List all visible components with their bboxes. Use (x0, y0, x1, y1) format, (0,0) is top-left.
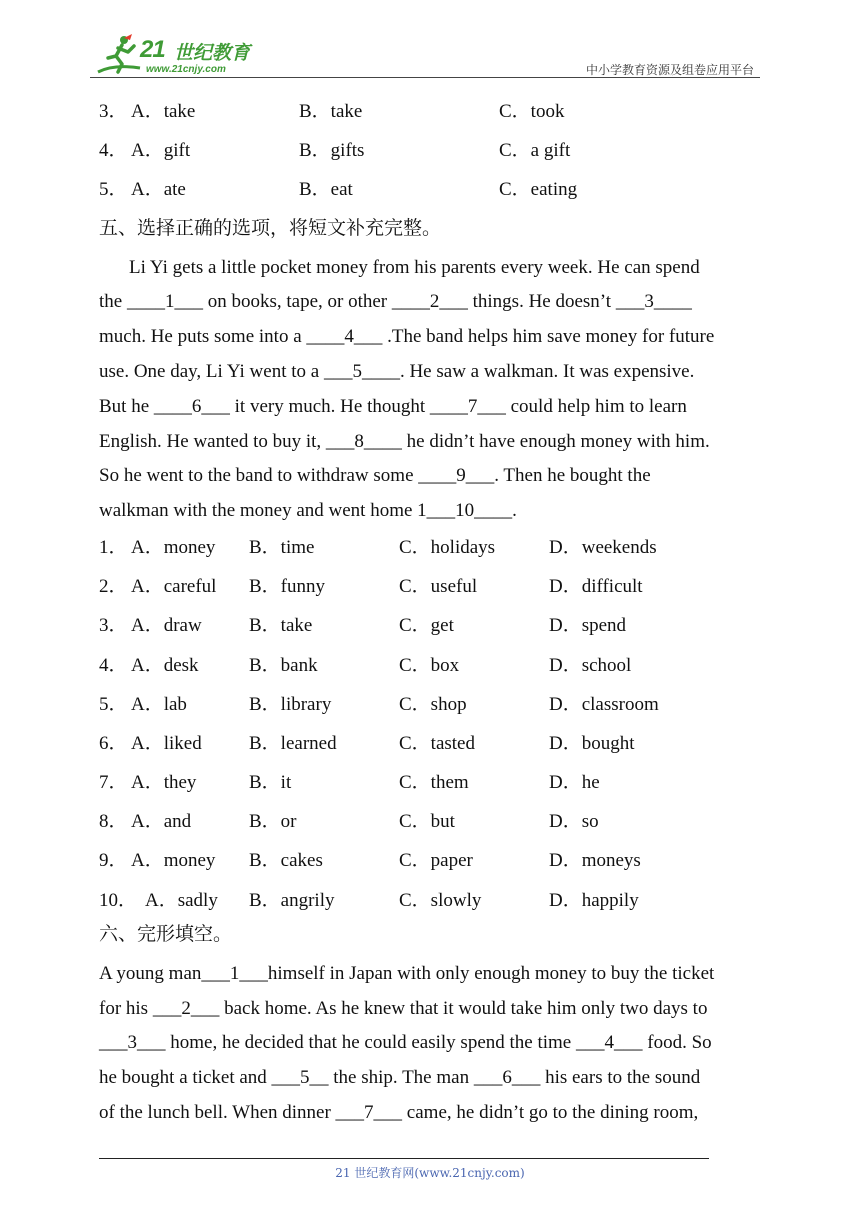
question-number: 5． (99, 179, 128, 201)
question-number: 7． (99, 772, 128, 794)
option-d: D．classroom (549, 693, 659, 715)
question-number: 5． (99, 693, 128, 715)
passage-line: Li Yi gets a little pocket money from his parents every week. He can spend (129, 256, 700, 278)
passage-line: walkman with the money and went home 1___10____. (99, 500, 517, 522)
question-number: 8． (99, 811, 128, 833)
option-a: A．money (131, 850, 216, 872)
question-number: 1． (99, 536, 128, 558)
option-c: C．useful (399, 576, 478, 598)
question-number: 3． (99, 615, 128, 637)
option-d: D．moneys (549, 850, 641, 872)
question-options-row (99, 844, 759, 883)
option-b: B．gifts (299, 140, 365, 162)
option-b: B．cakes (249, 850, 323, 872)
option-c: C．took (499, 101, 565, 122)
question-options-row (99, 173, 759, 212)
option-c: C．a gift (499, 140, 571, 162)
question-number: 2． (99, 576, 128, 598)
question-options-row (99, 531, 759, 570)
option-c: C．them (399, 772, 469, 794)
page-header (90, 34, 760, 80)
footer-divider (99, 1158, 709, 1159)
running-man-icon (94, 34, 144, 78)
option-a: A．sadly (145, 889, 218, 911)
footer-site-text: 21 世纪教育网(www.21cnjy.com) (335, 1166, 525, 1180)
logo-chinese-name: 世纪教育 (174, 42, 251, 64)
option-c: C．shop (399, 693, 467, 715)
passage-line: A young man___1___himself in Japan with only enough money to buy the ticket (99, 962, 715, 984)
passage-line: much. He puts some into a ____4___ .The band helps him save money for future (99, 326, 715, 348)
option-d: D．bought (549, 732, 635, 754)
previous-section-options (99, 95, 759, 213)
option-d: D．he (549, 772, 600, 794)
option-c: C．tasted (399, 732, 475, 754)
option-a: A．draw (131, 615, 202, 637)
option-b: B．angrily (249, 889, 335, 911)
logo-number: 21 (140, 36, 165, 63)
question-number: 10． (99, 889, 138, 911)
passage-line: he bought a ticket and ___5__ the ship. The man ___6___ his ears to the sound (99, 1067, 701, 1089)
question-options-row (99, 570, 759, 609)
section-six-passage (99, 957, 759, 1131)
option-b: B．time (249, 536, 315, 558)
option-d: D．happily (549, 889, 639, 911)
passage-line: of the lunch bell. When dinner ___7___ came, he didn’t go to the dining room, (99, 1102, 699, 1123)
question-options-row (99, 805, 759, 844)
header-tagline: 中小学教育资源及组卷应用平台 (585, 63, 754, 77)
question-number: 4． (99, 654, 128, 676)
option-b: B．bank (249, 654, 318, 676)
section-five-options (99, 531, 759, 923)
option-a: A．take (131, 101, 196, 122)
option-c: C．eating (499, 179, 578, 201)
option-a: A．lab (131, 693, 187, 715)
question-options-row (99, 95, 759, 134)
question-options-row (99, 688, 759, 727)
section-five-passage (99, 251, 759, 529)
option-c: C．but (399, 811, 455, 833)
document-body (99, 95, 759, 1131)
question-options-row (99, 609, 759, 648)
option-a: A．money (131, 536, 216, 558)
option-d: D．spend (549, 615, 627, 637)
passage-line: So he went to the band to withdraw some ____9___. Then he bought the (99, 465, 651, 487)
question-options-row (99, 649, 759, 688)
option-c: C．slowly (399, 889, 482, 911)
section-six-heading: 六、完形填空。 (99, 922, 233, 945)
option-d: D．difficult (549, 576, 643, 598)
option-d: D．so (549, 811, 599, 833)
option-d: D．school (549, 654, 632, 676)
option-a: A．gift (131, 140, 191, 162)
passage-line: English. He wanted to buy it, ___8____ he didn’t have enough money with him. (99, 430, 710, 452)
passage-line: for his ___2___ back home. As he knew that it would take him only two days to (99, 997, 708, 1019)
option-b: B．take (299, 101, 363, 122)
question-number: 9． (99, 850, 128, 872)
option-b: B．eat (299, 179, 353, 201)
option-b: B．learned (249, 732, 337, 754)
question-options-row (99, 884, 759, 923)
question-options-row (99, 134, 759, 173)
option-b: B．it (249, 772, 292, 794)
option-b: B．funny (249, 576, 326, 598)
option-c: C．get (399, 615, 454, 637)
question-number: 3． (99, 101, 128, 122)
question-options-row (99, 727, 759, 766)
site-logo (94, 34, 264, 78)
passage-line: the ____1___ on books, tape, or other ____2___ things. He doesn’t ___3____ (99, 291, 692, 313)
question-options-row (99, 766, 759, 805)
option-a: A．and (131, 811, 192, 833)
header-divider (90, 77, 760, 78)
option-b: B．or (249, 811, 297, 833)
option-c: C．box (399, 654, 460, 676)
question-number: 4． (99, 140, 128, 162)
option-b: B．take (249, 615, 313, 637)
logo-url: www.21cnjy.com (146, 64, 226, 75)
option-a: A．careful (131, 576, 217, 598)
section-five-heading: 五、选择正确的选项，将短文补充完整。 (99, 216, 442, 239)
option-d: D．weekends (549, 536, 657, 558)
option-c: C．holidays (399, 536, 496, 558)
option-a: A．desk (131, 654, 199, 676)
option-a: A．ate (131, 179, 186, 201)
option-c: C．paper (399, 850, 473, 872)
option-a: A．they (131, 772, 197, 794)
passage-line: ___3___ home, he decided that he could easily spend the time ___4___ food. So (99, 1032, 712, 1054)
passage-line: use. One day, Li Yi went to a ___5____. He saw a walkman. It was expensive. (99, 360, 695, 382)
option-a: A．liked (131, 732, 202, 754)
option-b: B．library (249, 693, 332, 715)
question-number: 6． (99, 732, 128, 754)
passage-line: But he ____6___ it very much. He thought ____7___ could help him to learn (99, 395, 687, 417)
